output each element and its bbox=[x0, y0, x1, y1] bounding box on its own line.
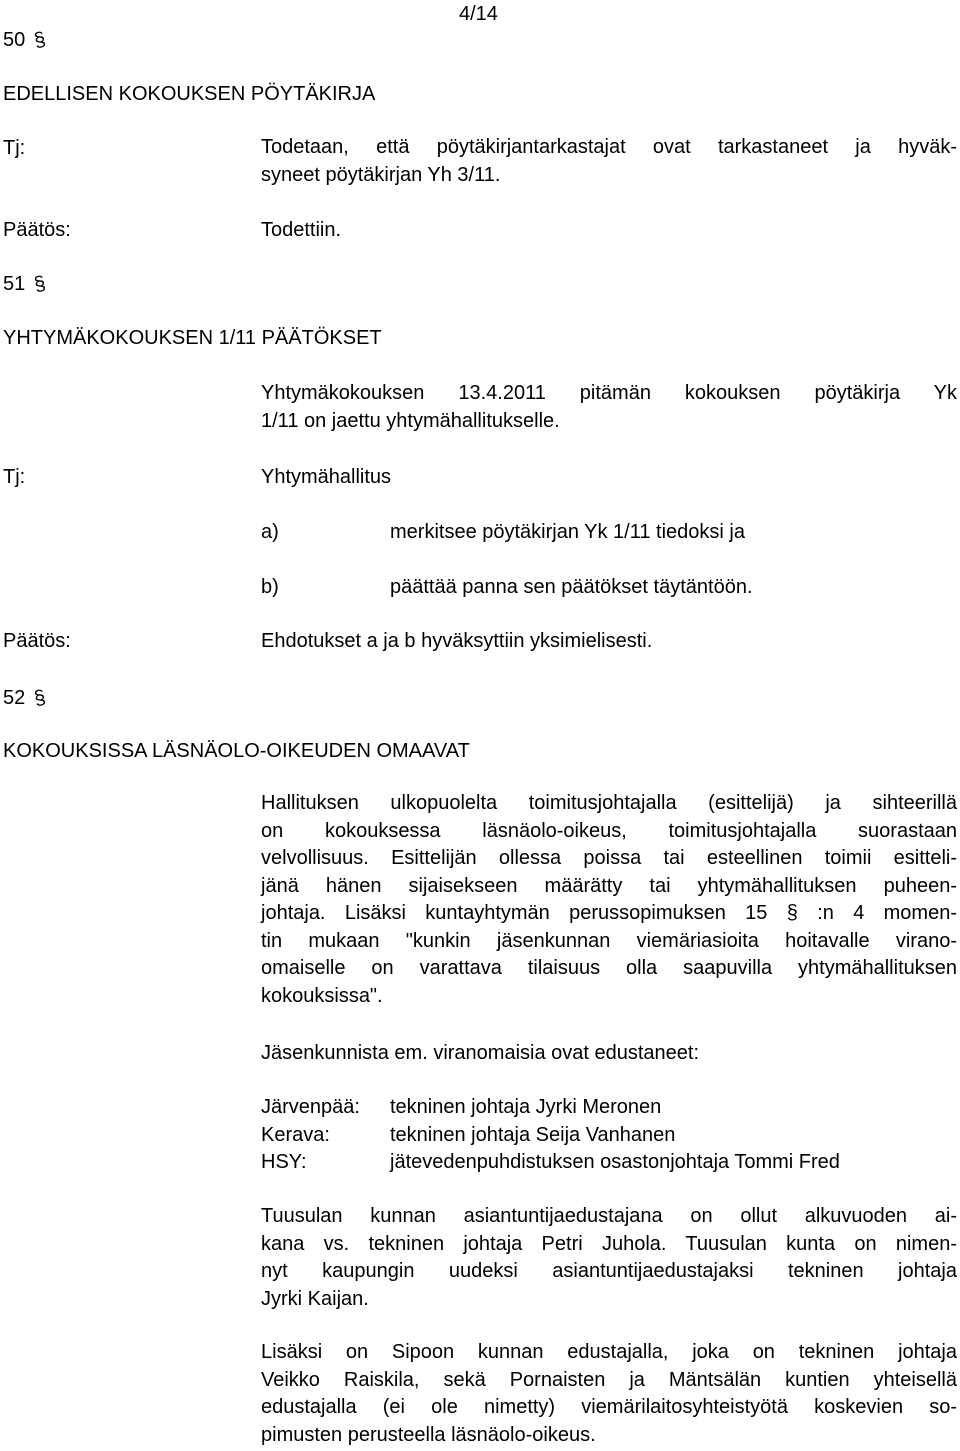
text-line: kokouksissa". bbox=[261, 984, 383, 1007]
section-sign-icon bbox=[33, 28, 47, 50]
intro-text-51 bbox=[261, 380, 957, 435]
text-line: jänä hänen sijaisekseen määrätty tai yhtymähallituksen puheen- bbox=[261, 874, 957, 897]
paragraph-1-52 bbox=[261, 790, 957, 1010]
text-line: Jyrki Kaijan. bbox=[261, 1287, 369, 1310]
section-title-52: KOKOUKSISSA LÄSNÄOLO-OIKEUDEN OMAAVAT bbox=[3, 740, 470, 762]
item-marker-a: a) bbox=[261, 521, 279, 543]
proposal-label: Tj: bbox=[3, 466, 26, 488]
svg-text:§: § bbox=[33, 272, 48, 294]
proposal-text-50 bbox=[261, 134, 957, 189]
representative-org: Järvenpää: bbox=[261, 1096, 360, 1118]
text-line: kana vs. tekninen johtaja Petri Juhola. Tuusulan kunta on nimen- bbox=[261, 1232, 957, 1255]
text-line: edustajalla (ei ole nimetty) viemärilaitosyhteistyötä koskevien so- bbox=[261, 1396, 957, 1418]
section-number: 51 bbox=[3, 273, 26, 295]
text-line: Veikko Raiskila, sekä Pornaisten ja Mäntsälän kuntien yhteisellä bbox=[261, 1368, 957, 1391]
representative-org: HSY: bbox=[261, 1151, 307, 1173]
section-number: 52 bbox=[3, 687, 26, 709]
representative-person: tekninen johtaja Seija Vanhanen bbox=[390, 1124, 676, 1146]
text-line: nyt kaupungin uudeksi asiantuntijaedustajaksi tekninen johtaja bbox=[261, 1260, 957, 1282]
section-number-50 bbox=[3, 26, 47, 54]
item-text-a: merkitsee pöytäkirjan Yk 1/11 tiedoksi ja bbox=[390, 521, 745, 543]
representative-org: Kerava: bbox=[261, 1124, 330, 1146]
svg-text:§: § bbox=[33, 28, 48, 50]
page-number: 4/14 bbox=[459, 3, 498, 25]
decision-label: Päätös: bbox=[3, 219, 71, 241]
text-line: tin mukaan "kunkin jäsenkunnan viemäriasioita hoitavalle virano- bbox=[261, 929, 957, 952]
decision-text-50: Todettiin. bbox=[261, 219, 342, 241]
text-line: omaiselle on varattava tilaisuus olla saapuvilla yhtymähallituksen bbox=[261, 957, 957, 979]
text-line: Todetaan, että pöytäkirjantarkastajat ovat tarkastaneet ja hyväk- bbox=[261, 136, 957, 158]
svg-text:§: § bbox=[33, 686, 48, 708]
section-number: 50 bbox=[3, 29, 26, 51]
text-line: Hallituksen ulkopuolelta toimitusjohtajalla (esittelijä) ja sihteerillä bbox=[261, 792, 957, 814]
text-line: pimusten perusteella läsnäolo-oikeus. bbox=[261, 1423, 596, 1446]
text-line: 1/11 on jaettu yhtymähallitukselle. bbox=[261, 409, 560, 432]
proposal-text-51: Yhtymähallitus bbox=[261, 466, 392, 488]
representative-person: tekninen johtaja Jyrki Meronen bbox=[390, 1096, 662, 1118]
section-sign-icon bbox=[33, 272, 47, 294]
item-text-b: päättää panna sen päätökset täytäntöön. bbox=[390, 576, 753, 598]
proposal-label: Tj: bbox=[3, 137, 26, 159]
decision-label: Päätös: bbox=[3, 630, 71, 652]
representative-person: jätevedenpuhdistuksen osastonjohtaja Tommi Fred bbox=[390, 1151, 840, 1173]
text-line: syneet pöytäkirjan Yh 3/11. bbox=[261, 163, 501, 186]
text-line: Tuusulan kunnan asiantuntijaedustajana on ollut alkuvuoden ai- bbox=[261, 1205, 957, 1227]
text-line: on kokouksessa läsnäolo-oikeus, toimitusjohtajalla suorastaan bbox=[261, 819, 957, 842]
text-line: Lisäksi on Sipoon kunnan edustajalla, joka on tekninen johtaja bbox=[261, 1341, 957, 1363]
section-title-51: YHTYMÄKOKOUKSEN 1/11 PÄÄTÖKSET bbox=[3, 327, 382, 349]
section-title-50: EDELLISEN KOKOUKSEN PÖYTÄKIRJA bbox=[3, 83, 376, 105]
representatives-intro: Jäsenkunnista em. viranomaisia ovat edustaneet: bbox=[261, 1042, 700, 1064]
decision-text-51: Ehdotukset a ja b hyväksyttiin yksimielisesti. bbox=[261, 630, 653, 652]
section-sign-icon bbox=[33, 686, 47, 708]
text-line: velvollisuus. Esittelijän ollessa poissa tai esteellinen toimii esitteli- bbox=[261, 847, 957, 869]
text-line: johtaja. Lisäksi kuntayhtymän perussopimuksen 15 § :n 4 momen- bbox=[261, 902, 957, 924]
section-number-52 bbox=[3, 684, 47, 712]
item-marker-b: b) bbox=[261, 576, 279, 598]
paragraph-3-52 bbox=[261, 1339, 957, 1449]
paragraph-2-52 bbox=[261, 1203, 957, 1313]
text-line: Yhtymäkokouksen 13.4.2011 pitämän kokouksen pöytäkirja Yk bbox=[261, 382, 957, 404]
section-number-51 bbox=[3, 270, 47, 298]
